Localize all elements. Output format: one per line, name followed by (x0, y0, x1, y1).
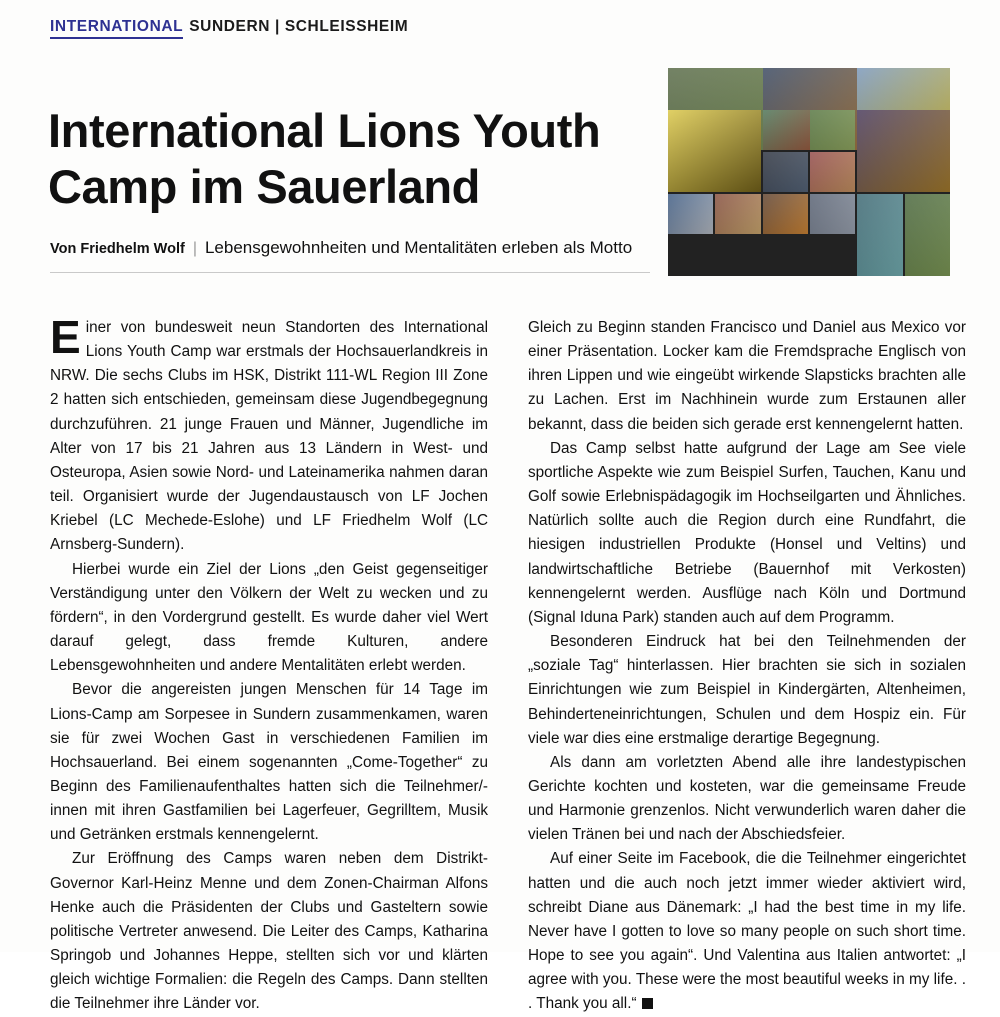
paragraph-text: iner von bundesweit neun Standorten des International Lions Youth Camp war erstmals der Hochsauerlandkreis in NRW. Die sechs Clubs im HSK, Distrikt 111-WL Region III Zone 2 hatten sich entschieden, gemeinsam diese Jugendbegegnung durchzuführen. 21 junge Frauen und Männer, Jugendliche im Alter von 17 bis 21 Jahren aus 13 Ländern in West- und Osteuropa, Asien sowie Nord- und Lateinamerika nahmen daran teil. Organisiert wurde der Jugendaustausch von LF Jochen Kriebel (LC Mechede-Eslohe) und LF Friedhelm Wolf (LC Arnsberg-Sundern). (50, 319, 488, 554)
page-title: International Lions Youth Camp im Sauerland (48, 104, 601, 213)
paragraph-text: Gleich zu Beginn standen Francisco und Daniel aus Mexico vor einer Präsentation. Locker kam die Fremdsprache Englisch von ihren Lippen und wie eingeübt wirkende Slapsticks brachten alle zu Lachen. Erst im Nachhinein wurde zum Erstaunen aller bekannt, dass die beiden sich gerade erst kennengelernt hatten. (528, 319, 966, 433)
photo-collage (668, 68, 950, 276)
end-mark-lions-icon (642, 998, 653, 1009)
paragraph (528, 316, 966, 437)
photo-group-portrait (810, 152, 855, 192)
paragraph (50, 678, 488, 847)
paragraph (50, 847, 488, 1016)
paragraph-text: Zur Eröffnung des Camps waren neben dem Distrikt-Governor Karl-Heinz Menne und dem Zonen-Chairman Alfons Henke auch die Präsidenten der Clubs und Gasteltern sowie politische Vertreter anwesend. Die Leiter des Camps, Katharina Springob und Johannes Heppe, stellten sich vor und klärten gleich wichtige Formalien: die Regeln des Camps. Dann stellten die Teilnehmer ihre Länder vor. (50, 850, 488, 1013)
byline-rule (50, 272, 650, 273)
paragraph-text: Auf einer Seite im Facebook, die die Teilnehmer eingerichtet hatten und die auch noch jetzt immer wieder aktiviert wird, schreibt Diane aus Dänemark: „I had the best time in my life. Never have I gotten to love so many people on such short time. Hope to see you again“. Und Valentina aus Italien antwortet: „I agree with you. These were the most beautiful weeks in my life. . . Thank you all.“ (528, 850, 966, 1013)
byline-author: Von Friedhelm Wolf (50, 241, 185, 257)
paragraph-text: Das Camp selbst hatte aufgrund der Lage am See viele sportliche Aspekte wie zum Beispiel Surfen, Tauchen, Kanu und Golf sowie Erlebnispädagogik im Hochseilgarten und Ähnliches. Natürlich sollte auch die Region durch eine Rundfahrt, die hiesigen industriellen Produkte (Honsel und Veltins) und landwirtschaftliche Betriebe (Bauernhof mit Verkosten) kennengelernt werden. Ausflüge nach Köln und Dortmund (Signal Iduna Park) standen auch auf dem Programm. (528, 439, 966, 626)
photo-canoe-pair (857, 194, 902, 276)
photo-lions-banner (668, 110, 761, 192)
photo-campfire (763, 194, 808, 234)
paragraph (528, 847, 966, 1016)
running-head-places: SUNDERN | SCHLEISSHEIM (189, 18, 409, 35)
paragraph (528, 437, 966, 630)
article-column-left (50, 311, 488, 1017)
photo-dinner-table (715, 194, 760, 234)
paragraph (50, 311, 488, 558)
article-column-right (528, 316, 966, 1017)
photo-archery (810, 110, 855, 150)
paragraph (528, 630, 966, 751)
running-head-category: INTERNATIONAL (50, 18, 183, 39)
photo-cathedral-window (857, 110, 950, 192)
paragraph-text: Als dann am vorletzten Abend alle ihre landestypischen Gerichte kochten und kosteten, war die gemeinsame Freude und Harmonie grenzenlos. Nicht verwunderlich waren daher die vielen Tränen bei und nach der Abschiedsfeier. (528, 753, 966, 844)
dropcap: E (50, 311, 81, 363)
photo-forest-walk (905, 194, 950, 276)
paragraph-text: Bevor die angereisten jungen Menschen für 14 Tage im Lions-Camp am Sorpesee in Sundern zusammenkamen, waren sie für zwei Wochen Gast in verschiedenen Familien im Hochsauerland. Bei einem sogenannten „Come-Together“ zu Beginn des Familienaufenthaltes hatten sich die Teilnehmer/-innen mit ihren Gastfamilien bei Lagerfeuer, Gegrilltem, Musik und Getränken erstmals kennengelernt. (50, 681, 488, 844)
byline-divider: | (192, 240, 197, 257)
running-head (50, 18, 950, 36)
paragraph (528, 751, 966, 848)
paragraph (50, 558, 488, 679)
paragraph-text: Hierbei wurde ein Ziel der Lions „den Geist gegenseitiger Verständigung unter den Völkern der Welt zu wecken und zu fördern“, in den Vordergrund gestellt. Es wurde daher viel Wert darauf gelegt, dass fremde Kulturen, andere Lebensgewohnheiten und andere Mentalitäten erlebt werden. (50, 560, 488, 675)
photo-night-climb (763, 152, 808, 192)
byline (50, 238, 670, 258)
photo-city-tour (810, 194, 855, 234)
photo-flag-wave (668, 194, 713, 234)
byline-subtitle: Lebensgewohnheiten und Mentalitäten erleben als Motto (204, 238, 633, 257)
paragraph-text: Besonderen Eindruck hat bei den Teilnehmenden der „soziale Tag“ hinterlassen. Hier brachten sie sich in sozialen Einrichtungen wie zum Beispiel in Kindergärten, Altenheimen, Behinderteneinrichtungen, Schulen und dem Hospiz ein. Für viele war dies eine erstmalige derartige Begegnung. (528, 633, 966, 747)
